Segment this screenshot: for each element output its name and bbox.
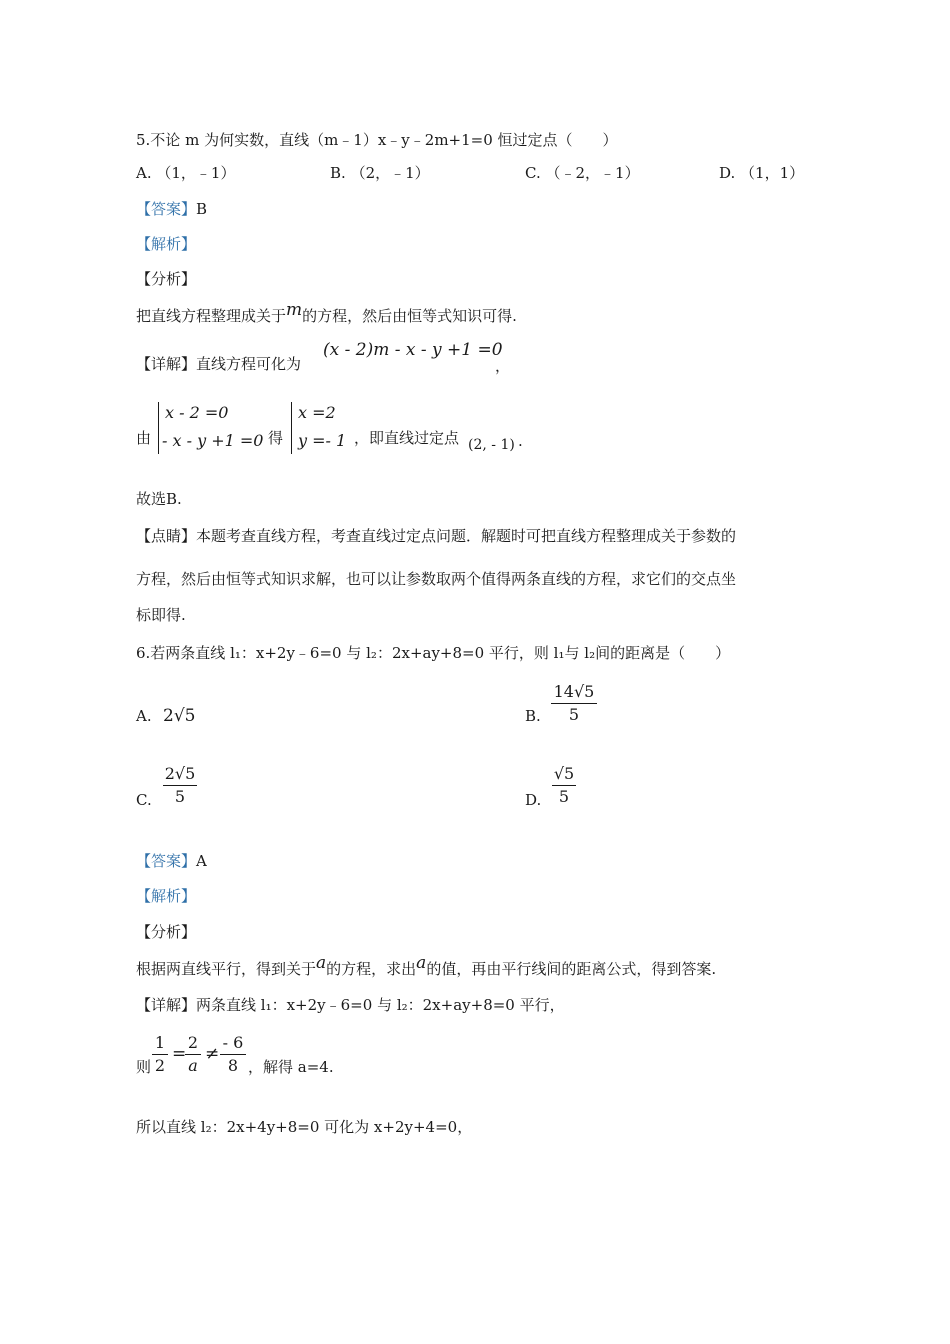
q5-analysis-tag: 【解析】 — [136, 235, 197, 253]
q5-fixed-point: (2, - 1) — [468, 437, 515, 453]
q6-answer — [136, 851, 207, 871]
q5-fenxi-tag: 【分析】 — [136, 270, 197, 288]
q6-option-a-value: 2√5 — [163, 706, 196, 726]
comment-text: 本题考查直线方程，考查直线过定点问题．解题时可把直线方程整理成关于参数的 — [196, 527, 737, 545]
answer-tag: 【答案】 — [136, 200, 197, 218]
q5-de: 得 — [268, 429, 284, 447]
q5-detail-comma: ， — [495, 357, 511, 375]
numerator: 14√5 — [553, 682, 595, 701]
equals-sign: = — [172, 1044, 187, 1064]
fenxi-pre: 根据两直线平行，得到关于 — [136, 960, 317, 978]
q6-last-line: 所以直线 l₂：2x+4y+8=0 可化为 x+2y+4=0， — [136, 1118, 473, 1136]
numerator: √5 — [553, 764, 575, 783]
q6-fenxi-tag: 【分析】 — [136, 923, 197, 941]
fenxi-var1: a — [316, 953, 327, 973]
fenxi-var: m — [286, 300, 303, 320]
q5-comment-line2: 方程，然后由恒等式知识求解，也可以让参数取两个值得两条直线的方程，求它们的交点坐 — [136, 570, 737, 588]
denominator: 5 — [568, 705, 580, 724]
detail-text: 直线方程可化为 — [196, 355, 302, 373]
fenxi-post: 的值，再由平行线间的距离公式，得到答案. — [426, 960, 717, 978]
q5-period: . — [518, 432, 523, 450]
denominator: 2 — [154, 1056, 166, 1075]
option-label: A. — [136, 164, 152, 182]
option-text: （2，﹣1） — [350, 164, 430, 182]
q5-from: 由 — [136, 429, 152, 447]
q6-option-c-label: C. — [136, 791, 152, 809]
q6-analysis-tag: 【解析】 — [136, 887, 197, 905]
q5-option-a — [136, 163, 235, 183]
denominator: 5 — [174, 787, 186, 806]
detail-text: 两条直线 l₁：x+2y﹣6=0 与 l₂：2x+ay+8=0 平行， — [196, 996, 565, 1014]
q5-fenxi-text — [136, 300, 517, 326]
fraction-2-over-a — [185, 1033, 201, 1076]
fraction-1-over-2 — [152, 1033, 168, 1076]
numerator: 2√5 — [164, 764, 196, 783]
denominator: 8 — [227, 1056, 239, 1075]
option-label: B. — [330, 164, 346, 182]
fenxi-var2: a — [416, 953, 427, 973]
detail-tag: 【详解】 — [136, 996, 197, 1014]
answer-value: B — [196, 200, 208, 218]
system1-eq2: - x - y +1 =0 — [162, 431, 264, 450]
system1-eq1: x - 2 =0 — [165, 403, 229, 422]
answer-tag: 【答案】 — [136, 852, 197, 870]
denominator: 5 — [558, 787, 570, 806]
fraction-bar — [220, 1054, 246, 1055]
option-label: D. — [719, 164, 736, 182]
numerator: 2 — [187, 1033, 199, 1052]
q5-option-c — [525, 163, 640, 183]
q5-comment-line3: 标即得. — [136, 606, 186, 624]
q6-option-c-fraction — [163, 764, 197, 807]
fraction-bar — [185, 1054, 201, 1055]
comment-tag: 【点睛】 — [136, 527, 197, 545]
q5-comment-line1 — [136, 526, 736, 546]
option-text: （1，1） — [740, 164, 805, 182]
fraction-bar — [552, 785, 576, 786]
q5-option-b — [330, 163, 430, 183]
q5-option-d — [719, 163, 804, 183]
q5-detail-equation: (x - 2)m - x - y +1 =0 — [323, 340, 503, 360]
fenxi-pre: 把直线方程整理成关于 — [136, 307, 287, 325]
fenxi-post: 的方程，然后由恒等式知识可得. — [302, 307, 517, 325]
option-text: （﹣2，﹣1） — [545, 164, 640, 182]
answer-value: A — [196, 852, 207, 870]
numerator: 1 — [154, 1033, 166, 1052]
system2-eq2: y =- 1 — [298, 431, 347, 450]
q6-stem: 6.若两条直线 l₁：x+2y﹣6=0 与 l₂：2x+ay+8=0 平行，则 l₁与 l₂间的距离是（ ） — [136, 644, 731, 662]
q5-choose: 故选B. — [136, 490, 182, 508]
fraction-bar — [163, 785, 197, 786]
q6-option-d-fraction — [552, 764, 576, 807]
q5-detail-tag — [136, 354, 301, 374]
system2-eq1: x =2 — [298, 403, 336, 422]
q6-option-b-label: B. — [525, 707, 541, 725]
left-brace-2 — [291, 402, 292, 454]
q6-option-a-label: A. — [136, 707, 152, 725]
option-text: （1，﹣1） — [156, 164, 236, 182]
denominator: a — [188, 1056, 198, 1075]
fraction-bar — [152, 1054, 168, 1055]
q6-fenxi-text — [136, 953, 717, 979]
q6-then: 则 — [136, 1058, 152, 1076]
q5-result-text: ，即直线过定点 — [354, 429, 460, 447]
not-equal-sign: ≠ — [205, 1044, 220, 1064]
fenxi-mid: 的方程，求出 — [326, 960, 417, 978]
left-brace-1 — [158, 402, 159, 454]
q6-option-b-fraction — [551, 682, 597, 725]
option-label: C. — [525, 164, 541, 182]
fraction-minus6-over-8 — [220, 1033, 246, 1076]
q6-option-d-label: D. — [525, 791, 542, 809]
q6-detail — [136, 995, 565, 1015]
numerator: - 6 — [222, 1033, 244, 1052]
q5-stem: 5.不论 m 为何实数，直线（m﹣1）x﹣y﹣2m+1=0 恒过定点（ ） — [136, 131, 618, 149]
detail-tag: 【详解】 — [136, 355, 197, 373]
fraction-bar — [551, 703, 597, 704]
q6-solve: ，解得 a=4. — [248, 1058, 334, 1076]
q5-answer — [136, 199, 207, 219]
